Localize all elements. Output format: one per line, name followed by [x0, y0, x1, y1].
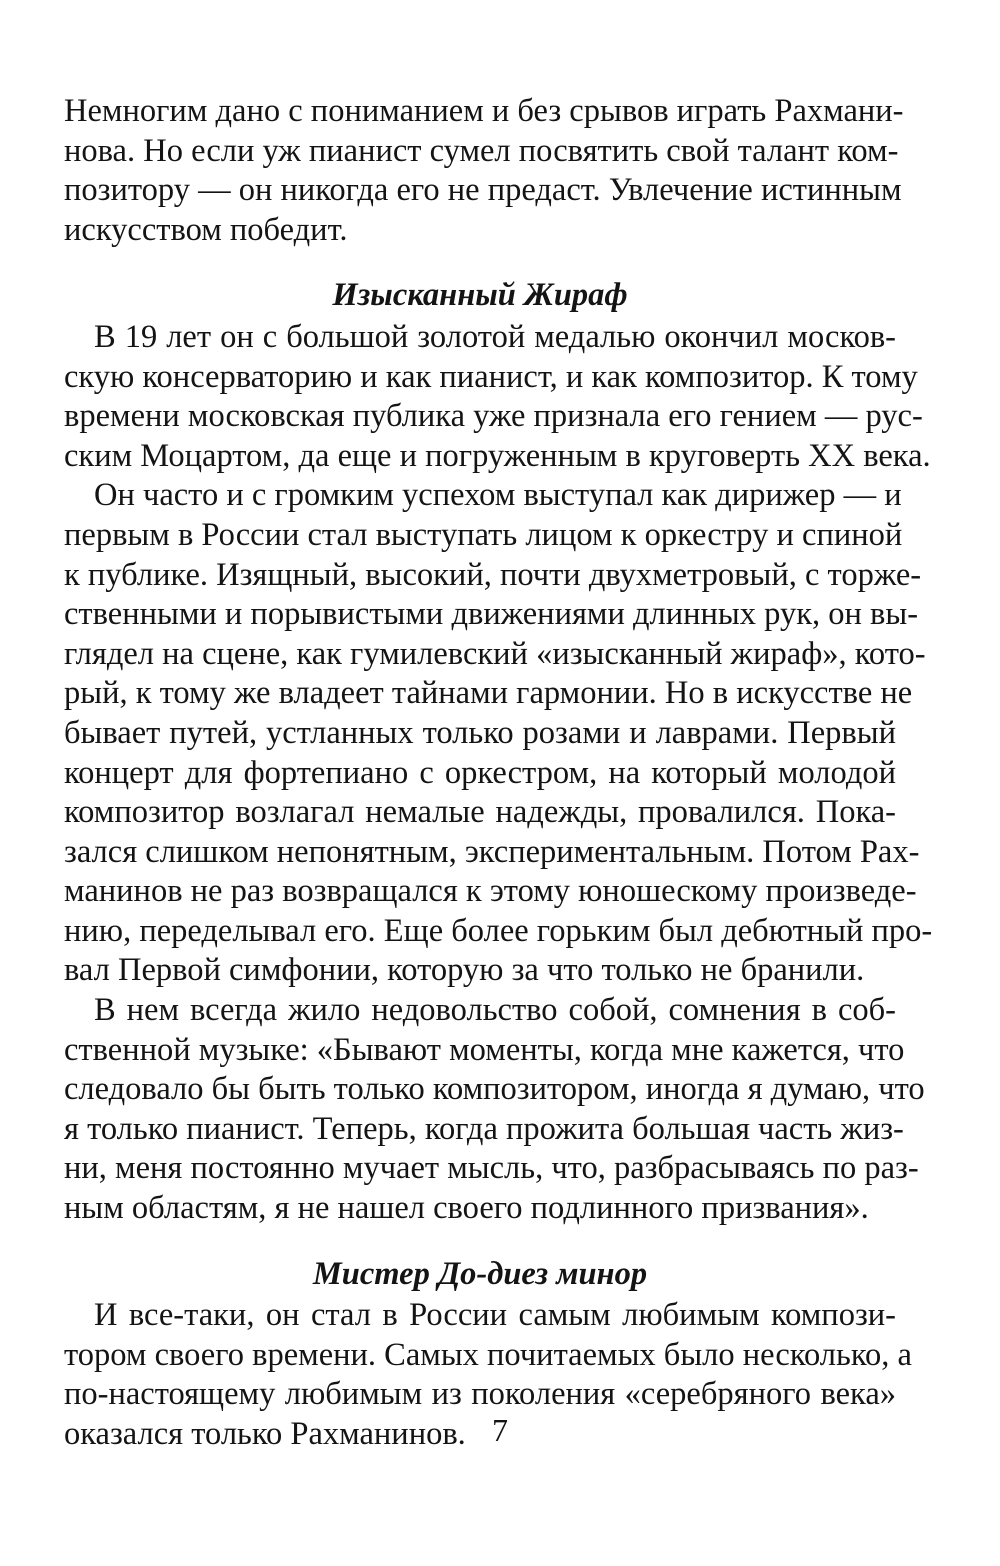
- page-number: 7: [492, 1412, 508, 1448]
- section1-paragraph-2: [64, 476, 933, 991]
- text-line: скую консерваторию и как пианист, и как композитор. К тому: [64, 358, 918, 395]
- text-line: ским Моцартом, да еще и погруженным в круговерть XX века.: [64, 437, 931, 474]
- text-line: ственной музыке: «Бывают моменты, когда мне кажется, что: [64, 1031, 905, 1068]
- text-line: следовало бы быть только композитором, иногда я думаю, что: [64, 1071, 925, 1108]
- text-line: Он часто и с громким успехом выступал как дирижер — и: [94, 477, 902, 514]
- text-line: нова. Но если уж пианист сумел посвятить свой талант ком-: [64, 132, 899, 169]
- text-line: глядел на сцене, как гумилевский «изысканный жираф», кото-: [64, 635, 926, 672]
- text-line: ным областям, я не нашел своего подлинного призвания».: [64, 1190, 869, 1227]
- text-line: В 19 лет он с большой золотой медалью окончил москов-: [94, 318, 896, 355]
- text-line: первым в России стал выступать лицом к оркестру и спиной: [64, 516, 903, 553]
- section1-paragraph-1: [64, 318, 931, 476]
- text-line: И все-таки, он стал в России самым любимым компози-: [94, 1297, 896, 1334]
- text-line: ни, меня постоянно мучает мысль, что, разбрасываясь по раз-: [64, 1150, 919, 1187]
- text-line: тором своего времени. Самых почитаемых было несколько, а: [64, 1336, 912, 1373]
- text-line: композитор возлагал немалые надежды, провалился. Пока-: [64, 794, 896, 831]
- text-line: В нем всегда жило недовольство собой, сомнения в соб-: [94, 992, 896, 1029]
- section-heading-c-sharp-minor: Мистер До-диез минор: [312, 1255, 648, 1292]
- text-line: искусством победит.: [64, 211, 348, 248]
- intro-paragraph: [64, 92, 904, 250]
- text-line: Немногим дано с пониманием и без срывов играть Рахмани-: [64, 93, 904, 129]
- text-line: оказался только Рахманинов.: [64, 1416, 466, 1452]
- spacer: [64, 1229, 896, 1255]
- spacer: [64, 250, 896, 276]
- text-line: бывает путей, устланных только розами и лаврами. Первый: [64, 714, 896, 751]
- text-line: позитору — он никогда его не предаст. Увлечение истинным: [64, 172, 902, 209]
- text-line: вал Первой симфонии, которую за что только не бранили.: [64, 952, 865, 989]
- text-line: ственными и порывистыми движениями длинных рук, он вы-: [64, 596, 919, 633]
- text-line: манинов не раз возвращался к этому юношескому произведе-: [64, 873, 917, 910]
- text-line: рый, к тому же владеет тайнами гармонии. Но в искусстве не: [64, 675, 913, 712]
- text-line: зался слишком непонятным, экспериментальным. Потом Рах-: [64, 833, 920, 870]
- section-heading-giraffe: Изысканный Жираф: [332, 277, 628, 314]
- section1-paragraph-3: [64, 991, 925, 1229]
- page-body: [64, 92, 933, 1455]
- text-line: времени московская публика уже признала его гением — рус-: [64, 398, 923, 435]
- text-line: по-настоящему любимым из поколения «серебряного века»: [64, 1376, 896, 1413]
- text-line: я только пианист. Теперь, когда прожита большая часть жиз-: [64, 1110, 904, 1147]
- text-line: к публике. Изящный, высокий, почти двухметровый, с торже-: [64, 556, 922, 593]
- text-line: концерт для фортепиано с оркестром, на который молодой: [64, 754, 896, 791]
- text-line: нию, переделывал его. Еще более горьким был дебютный про-: [64, 912, 933, 949]
